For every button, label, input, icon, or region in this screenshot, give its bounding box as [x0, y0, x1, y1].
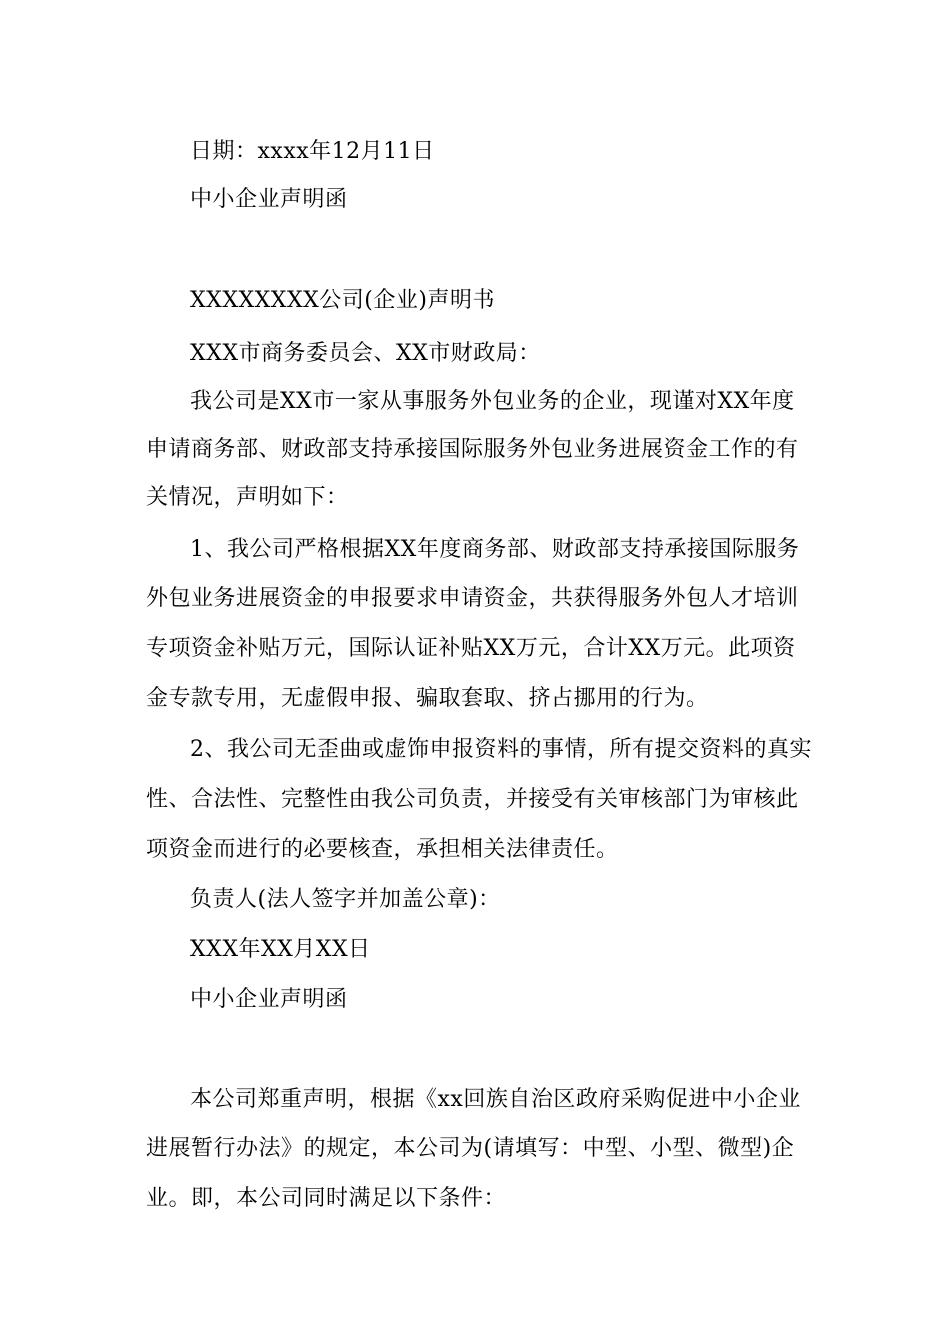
signature-line: 负责人(法人签字并加盖公章)： [190, 887, 501, 912]
declaration-title: XXXXXXXX公司(企业)声明书 [190, 288, 495, 313]
paragraph-line: 本公司郑重声明，根据《xx回族自治区政府采购促进中小企业 [190, 1087, 801, 1112]
list-item-line: 金专款专用，无虚假申报、骗取套取、挤占挪用的行为。 [146, 686, 709, 711]
paragraph-line: 申请商务部、财政部支持承接国际服务外包业务进展资金工作的有 [146, 437, 799, 462]
paragraph-line: 关情况，声明如下： [146, 485, 349, 510]
list-item-line: 2、我公司无歪曲或虚饰申报资料的事情，所有提交资料的真实 [190, 737, 812, 762]
list-item-line: 专项资金补贴万元，国际认证补贴XX万元，合计XX万元。此项资 [146, 636, 796, 661]
section-heading: 中小企业声明函 [190, 987, 348, 1012]
list-item-line: 项资金而进行的必要核查，承担相关法律责任。 [146, 837, 619, 862]
list-item-line: 外包业务进展资金的申报要求申请资金，共获得服务外包人才培训 [146, 586, 799, 611]
list-item-line: 性、合法性、完整性由我公司负责，并接受有关审核部门为审核此 [146, 787, 799, 812]
list-item-line: 1、我公司严格根据XX年度商务部、财政部支持承接国际服务 [190, 537, 800, 562]
section-heading: 中小企业声明函 [190, 187, 348, 212]
date-line: 日期：xxxx年12月11日 [190, 139, 435, 164]
paragraph-line: 进展暂行办法》的规定，本公司为(请填写：中型、小型、微型)企 [146, 1136, 795, 1161]
paragraph-line: 业。即，本公司同时满足以下条件： [146, 1186, 507, 1211]
signature-date: XXX年XX月XX日 [190, 937, 371, 962]
addressee: XXX市商务委员会、XX市财政局： [190, 341, 541, 366]
paragraph-line: 我公司是XX市一家从事服务外包业务的企业，现谨对XX年度 [190, 389, 795, 414]
